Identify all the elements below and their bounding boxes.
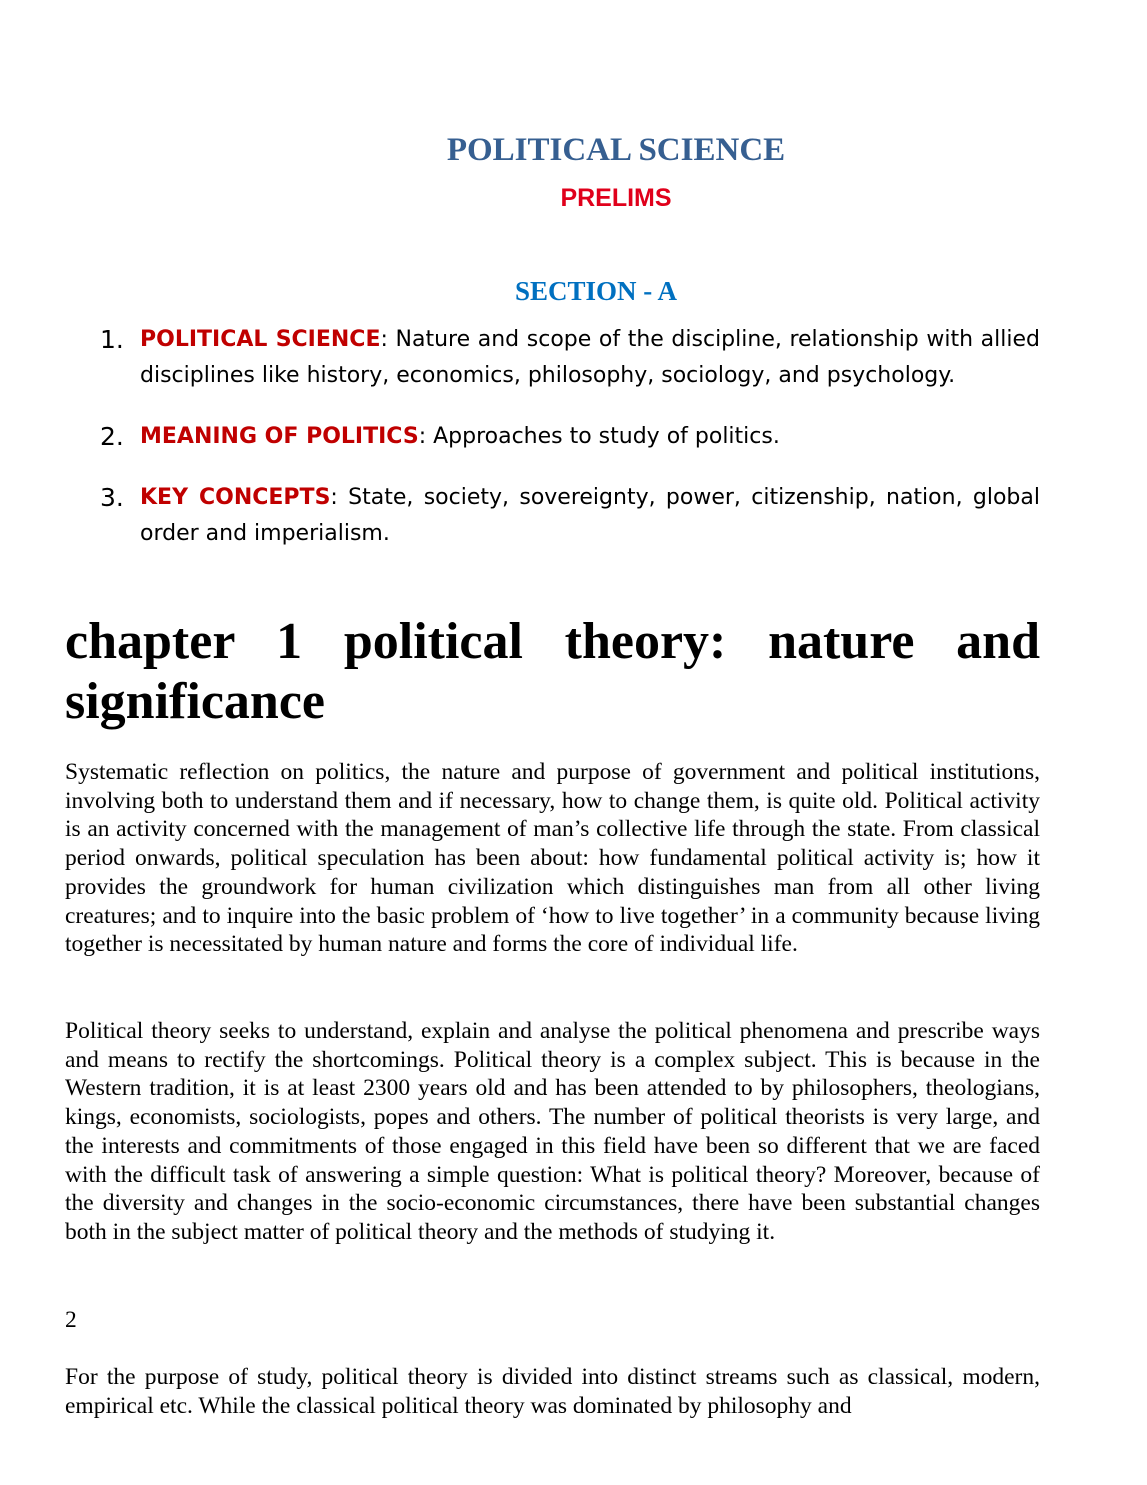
topic-label: KEY CONCEPTS bbox=[140, 485, 331, 510]
topic-text: : State, society, sovereignty, power, citizenship, nation, global order and imperialism. bbox=[140, 485, 1040, 546]
topic-number: 1. bbox=[100, 325, 124, 354]
topic-item-3 bbox=[100, 480, 1040, 552]
topic-label: MEANING OF POLITICS bbox=[140, 424, 419, 449]
topic-number: 3. bbox=[100, 483, 124, 512]
topic-label: POLITICAL SCIENCE bbox=[140, 327, 381, 352]
topic-text: : Nature and scope of the discipline, relationship with allied disciplines like history, economics, philosophy, sociology, and psychology. bbox=[140, 327, 1040, 388]
body-paragraph-2: Political theory seeks to understand, explain and analyse the political phenomena and prescribe ways and means to rectify the shortcomings. Political theory is a complex subject. This is because in the Western tradition, it is at least 2300 years old and has been attended to by philosophers, theologians, kings, economists, sociologists, popes and others. The number of political theorists is very large, and the interests and commitments of those engaged in this field have been so different that we are faced with the difficult task of answering a simple question: What is political theory? Moreover, because of the diversity and changes in the socio-economic circumstances, there have been substantial changes both in the subject matter of political theory and the methods of studying it. bbox=[65, 1018, 1040, 1245]
body-paragraph-1: Systematic reflection on politics, the nature and purpose of government and political institutions, involving both to understand them and if necessary, how to change them, is quite old. Political activity is an activity concerned with the management of man’s collective life through the state. From classical period onwards, political speculation has been about: how fundamental political activity is; how it provides the groundwork for human civilization which distinguishes man from all other living creatures; and to inquire into the basic problem of ‘how to live together’ in a community because living together is necessitated by human nature and forms the core of individual life. bbox=[65, 759, 1040, 958]
topic-item-2 bbox=[100, 419, 1040, 455]
page-number: 2 bbox=[65, 1307, 77, 1333]
topic-list bbox=[100, 322, 1040, 552]
section-heading: SECTION - A bbox=[514, 276, 678, 306]
topic-number: 2. bbox=[100, 422, 124, 451]
body-paragraph-3: For the purpose of study, political theory is divided into distinct streams such as classical, modern, empirical etc. While the classical political theory was dominated by philosophy and bbox=[65, 1364, 1040, 1419]
topic-text: : Approaches to study of politics. bbox=[418, 424, 780, 449]
chapter-heading: chapter 1 political theory: nature and significance bbox=[65, 613, 1040, 730]
document-title: POLITICAL SCIENCE bbox=[446, 132, 786, 168]
document-subtitle: PRELIMS bbox=[560, 184, 672, 212]
topic-item-1 bbox=[100, 322, 1040, 394]
